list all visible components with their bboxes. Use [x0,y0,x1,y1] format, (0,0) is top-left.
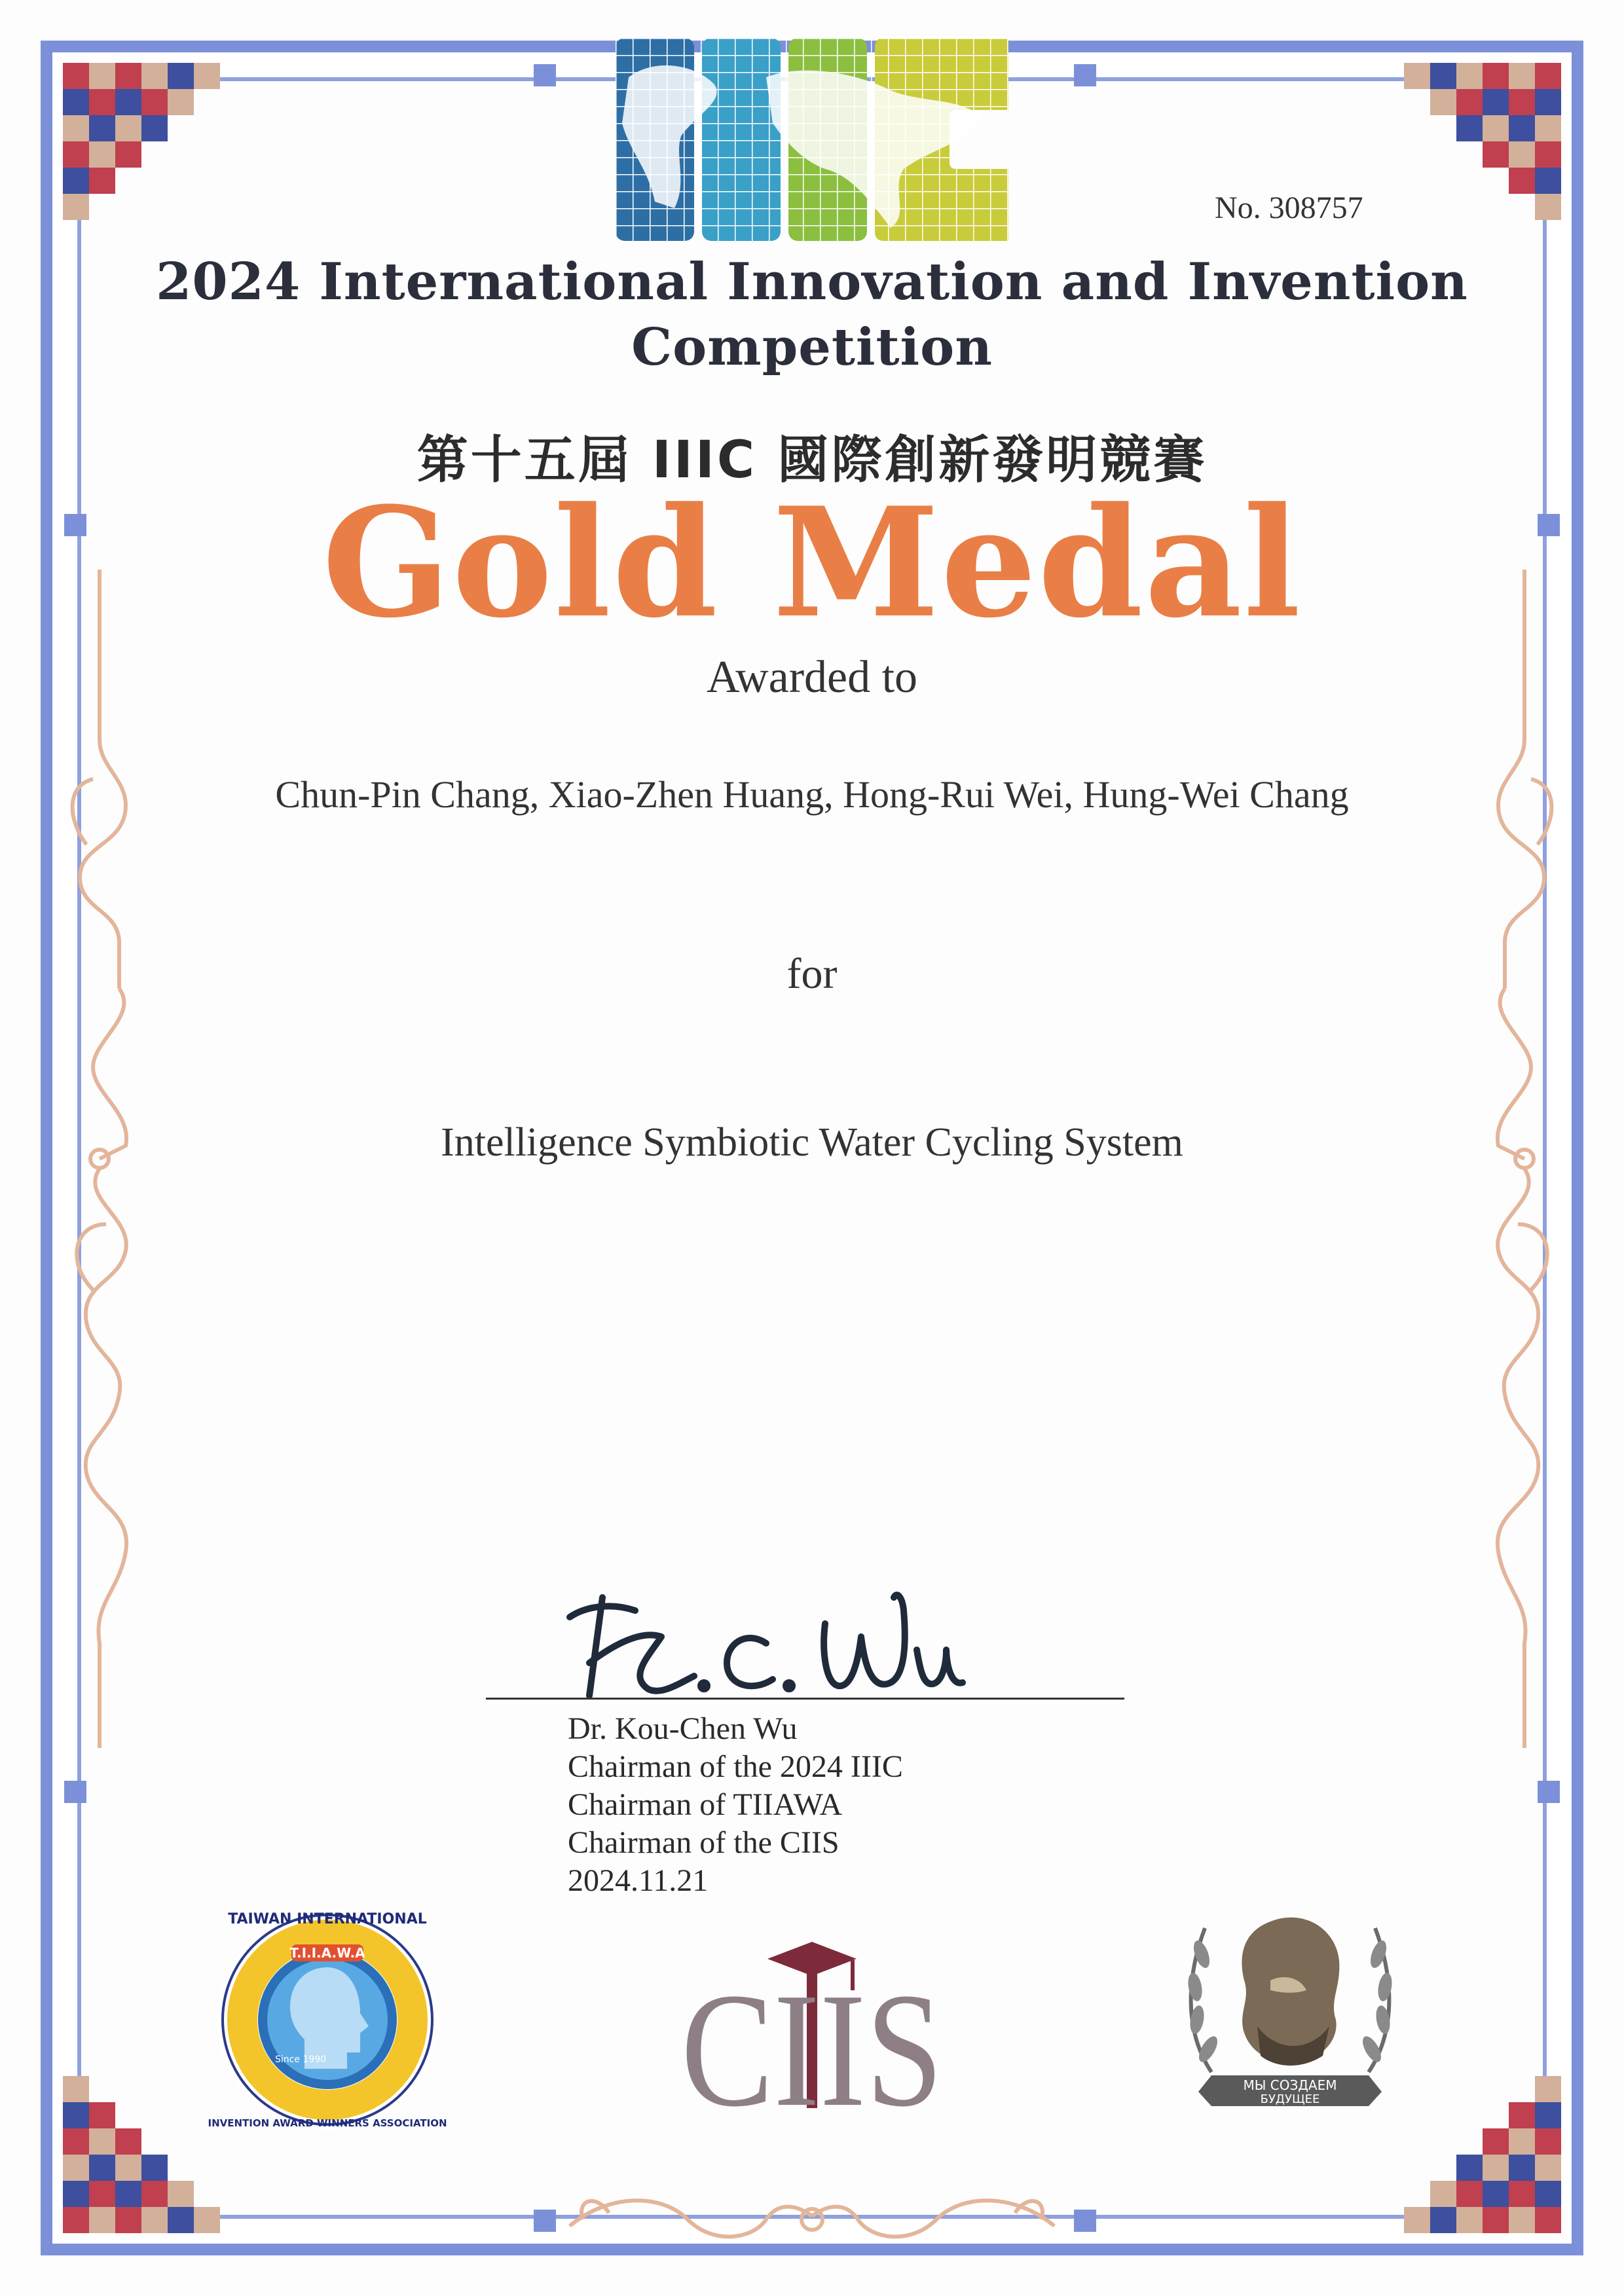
signatory-title-iiic: Chairman of the 2024 IIIC [568,1749,903,1784]
competition-title-chinese: 第十五屆 IIIC 國際創新發明競賽 [416,431,1208,490]
border-square-top-left [534,64,556,86]
handwritten-signature [563,1571,982,1715]
project-title: Intelligence Symbiotic Water Cycling System [441,1120,1183,1165]
signature-date: 2024.11.21 [568,1863,709,1898]
border-square-right-lower [1538,1781,1560,1803]
svg-text:БУДУЩЕЕ: БУДУЩЕЕ [1260,2092,1320,2106]
corner-mosaic-top-left [63,63,246,246]
border-square-bottom-right [1074,2210,1096,2232]
awarded-to-label: Awarded to [706,652,918,702]
signatory-name: Dr. Kou-Chen Wu [568,1711,798,1746]
competition-title-line2: Competition [631,318,993,377]
competition-title-line1: 2024 International Innovation and Invention [156,252,1468,312]
svg-text:МЫ СОЗДАЕМ: МЫ СОЗДАЕМ [1243,2077,1337,2093]
corner-mosaic-top-right [1378,63,1561,246]
iiic-logo [616,38,1008,241]
border-square-left-lower [64,1781,86,1803]
border-square-top-right [1074,64,1096,86]
ciis-logo [681,1938,943,2141]
signature-line [486,1698,1124,1700]
svg-text:CIIS: CIIS [681,1959,943,2141]
signatory-title-tiiawa: Chairman of TIIAWA [568,1787,843,1822]
svg-text:Since 1990: Since 1990 [275,2054,327,2065]
svg-text:TAIWAN INTERNATIONAL: TAIWAN INTERNATIONAL [228,1911,427,1927]
award-title: Gold Medal [322,475,1302,651]
border-square-bottom-left [534,2210,556,2232]
svg-text:INVENTION AWARD WINNERS ASSOCI: INVENTION AWARD WINNERS ASSOCIATION [208,2117,447,2129]
bottom-flourish-ornament [570,2180,1054,2252]
russian-inventors-emblem [1172,1902,1408,2118]
tiiawa-seal-logo [208,1905,447,2134]
recipients-names: Chun-Pin Chang, Xiao-Zhen Huang, Hong-Rui Wei, Hung-Wei Chang [275,773,1349,816]
for-label: for [786,950,838,998]
certificate-number: No. 308757 [1215,191,1363,225]
signatory-title-ciis: Chairman of the CIIS [568,1825,840,1860]
svg-text:T.I.I.A.W.A: T.I.I.A.W.A [289,1945,365,1961]
